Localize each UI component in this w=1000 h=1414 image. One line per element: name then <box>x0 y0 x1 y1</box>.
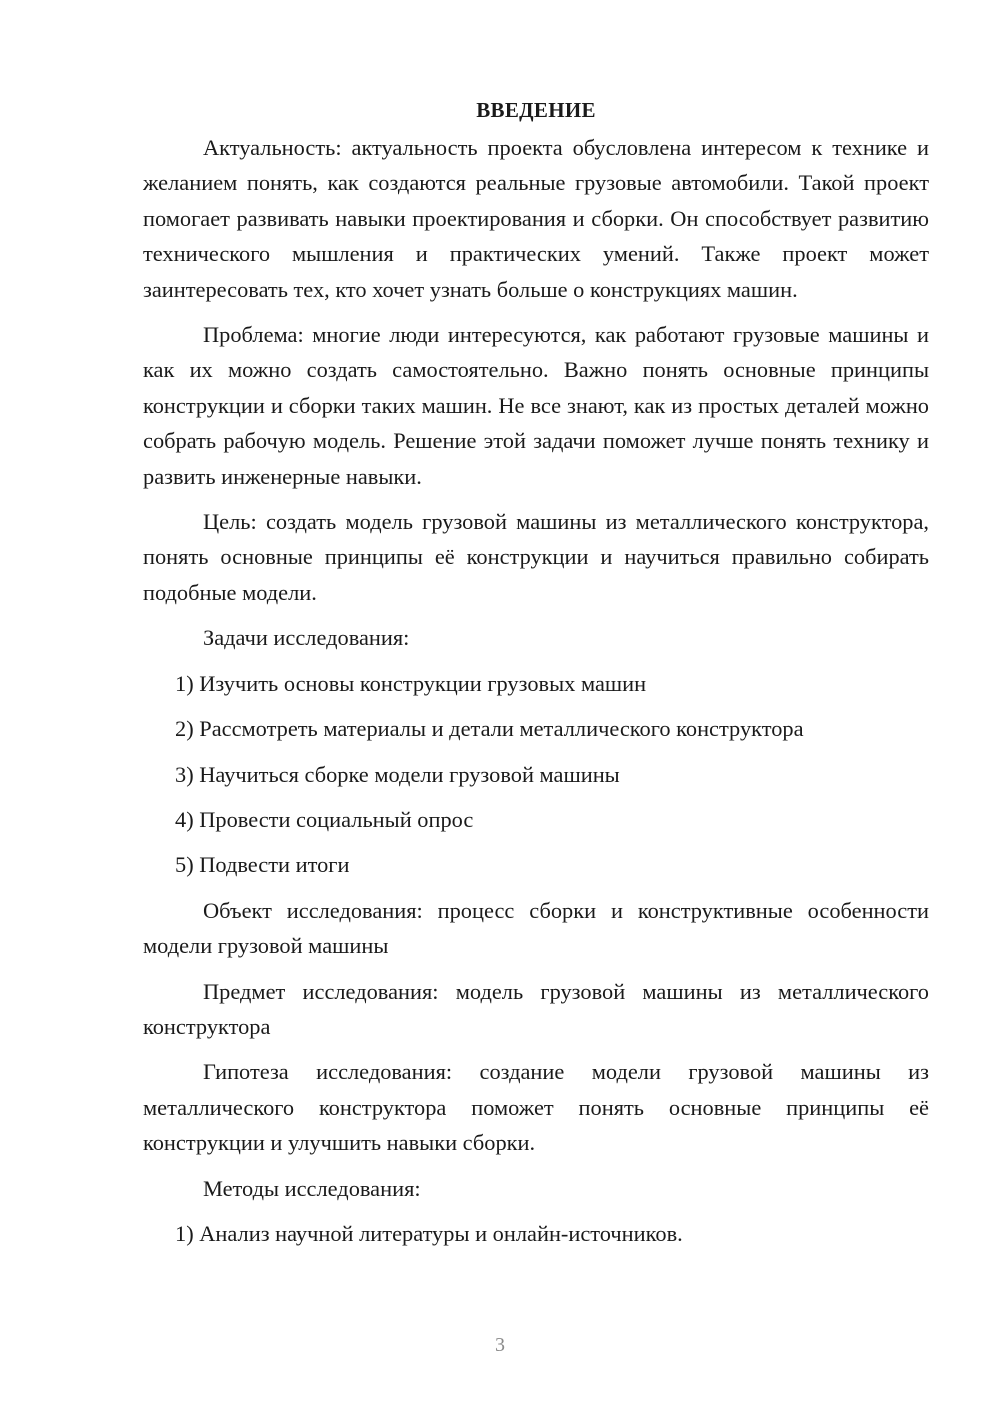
task-item: 1) Изучить основы конструкции грузовых машин <box>175 670 647 696</box>
task-item: 3) Научиться сборке модели грузовой машины <box>175 761 620 787</box>
problem-paragraph: Проблема: многие люди интересуются, как работают грузовые машины и как их можно создать самостоятельно. Важно понять основные принципы конструкции и сборки таких машин. Не все знают, как из простых деталей можно собрать рабочую модель. Решение этой задачи поможет лучше понять технику и развить инженерные навыки. <box>143 322 929 489</box>
document-page <box>143 92 929 1261</box>
methods-label: Методы исследования: <box>203 1175 421 1201</box>
task-item: 2) Рассмотреть материалы и детали металлического конструктора <box>175 716 804 742</box>
relevance-paragraph: Актуальность: актуальность проекта обусловлена интересом к технике и желанием понять, как создаются реальные грузовые автомобили. Такой проект помогает развивать навыки проектирования и сборки. Он способствует развитию технического мышления и практических умений. Также проект может заинтересовать тех, кто хочет узнать больше о конструкциях машин. <box>143 135 929 302</box>
object-paragraph: Объект исследования: процесс сборки и конструктивные особенности модели грузовой машины <box>143 897 929 959</box>
subject-paragraph: Предмет исследования: модель грузовой машины из металлического конструктора <box>143 978 929 1039</box>
page-number: 3 <box>495 1334 505 1356</box>
goal-paragraph: Цель: создать модель грузовой машины из металлического конструктора, понять основные принципы её конструкции и научиться правильно собирать подобные модели. <box>143 509 929 605</box>
task-item: 4) Провести социальный опрос <box>175 806 474 832</box>
tasks-label: Задачи исследования: <box>203 625 410 651</box>
method-item: 1) Анализ научной литературы и онлайн-источников. <box>175 1220 683 1246</box>
task-item: 5) Подвести итоги <box>175 852 350 878</box>
hypothesis-paragraph: Гипотеза исследования: создание модели грузовой машины из металлического конструктора поможет понять основные принципы её конструкции и улучшить навыки сборки. <box>143 1059 929 1156</box>
page-title: ВВЕДЕНИЕ <box>476 98 596 122</box>
